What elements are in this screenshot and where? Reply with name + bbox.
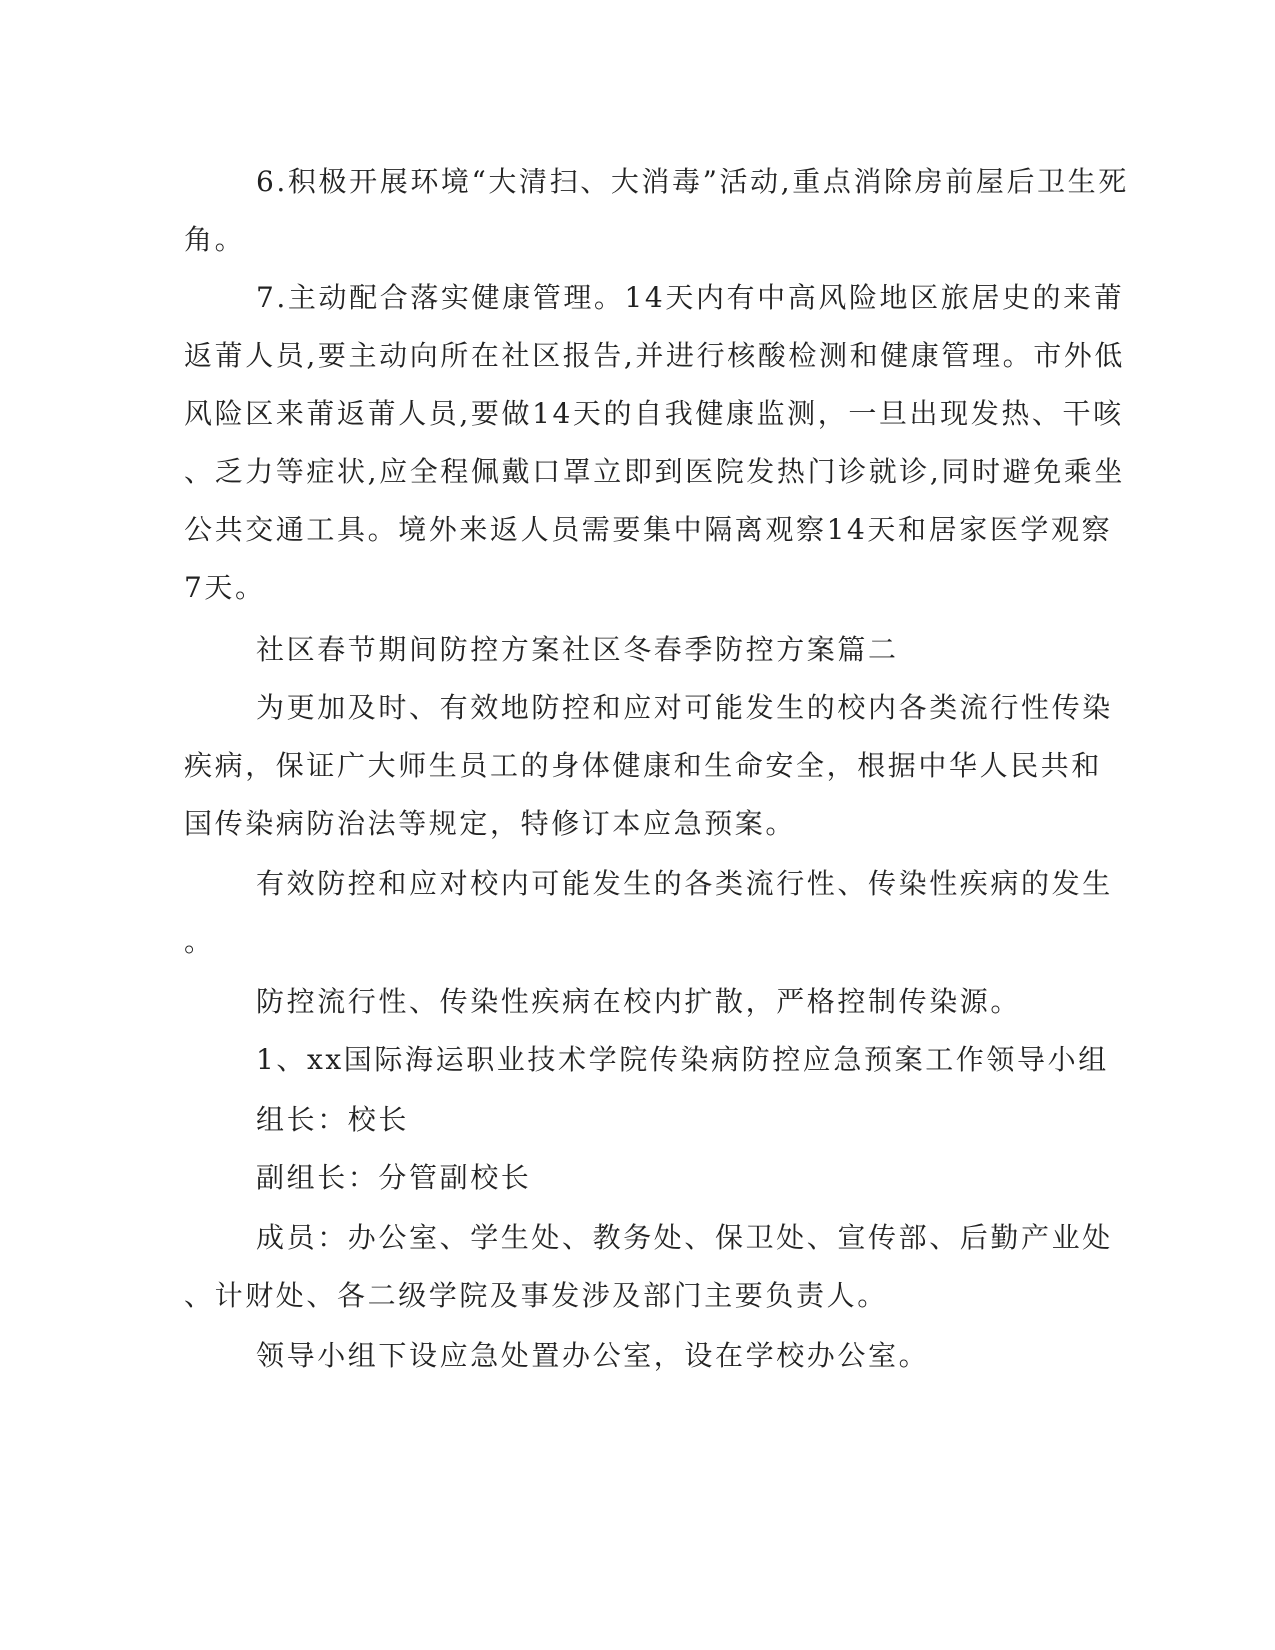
paragraph-line: 成员：办公室、学生处、教务处、保卫处、宣传部、后勤产业处	[256, 1221, 1113, 1254]
paragraph-line: 、计财处、各二级学院及事发涉及部门主要负责人。	[184, 1279, 888, 1312]
paragraph-line: 返莆人员,要主动向所在社区报告,并进行核酸检测和健康管理。市外低	[184, 339, 1126, 372]
paragraph-line: 防控流行性、传染性疾病在校内扩散，严格控制传染源。	[256, 985, 1022, 1018]
paragraph-line: 7天。	[184, 571, 266, 604]
paragraph-line: 领导小组下设应急处置办公室，设在学校办公室。	[256, 1339, 930, 1372]
paragraph-line: 组长：校长	[256, 1103, 410, 1136]
paragraph-line: 国传染病防治法等规定，特修订本应急预案。	[184, 807, 797, 840]
paragraph-line: 、乏力等症状,应全程佩戴口罩立即到医院发热门诊就诊,同时避免乘坐	[184, 455, 1126, 488]
paragraph-line: 为更加及时、有效地防控和应对可能发生的校内各类流行性传染	[256, 691, 1113, 724]
paragraph-line: 1、xx国际海运职业技术学院传染病防控应急预案工作领导小组	[256, 1043, 1109, 1076]
paragraph-line: 公共交通工具。境外来返人员需要集中隔离观察14天和居家医学观察	[184, 513, 1113, 546]
paragraph-line: 风险区来莆返莆人员,要做14天的自我健康监测，一旦出现发热、干咳	[184, 397, 1124, 430]
paragraph-line: 角。	[184, 223, 246, 256]
paragraph-line: 疾病，保证广大师生员工的身体健康和生命安全，根据中华人民共和	[184, 749, 1103, 782]
paragraph-line: 副组长：分管副校长	[256, 1161, 532, 1194]
section-heading: 社区春节期间防控方案社区冬春季防控方案篇二	[256, 633, 899, 666]
paragraph-line: 6.积极开展环境“大清扫、大消毒”活动,重点消除房前屋后卫生死	[256, 165, 1129, 198]
paragraph-line: 7.主动配合落实健康管理。14天内有中高风险地区旅居史的来莆	[256, 281, 1125, 314]
paragraph-line: 有效防控和应对校内可能发生的各类流行性、传染性疾病的发生	[256, 867, 1113, 900]
paragraph-line: 。	[184, 925, 215, 958]
